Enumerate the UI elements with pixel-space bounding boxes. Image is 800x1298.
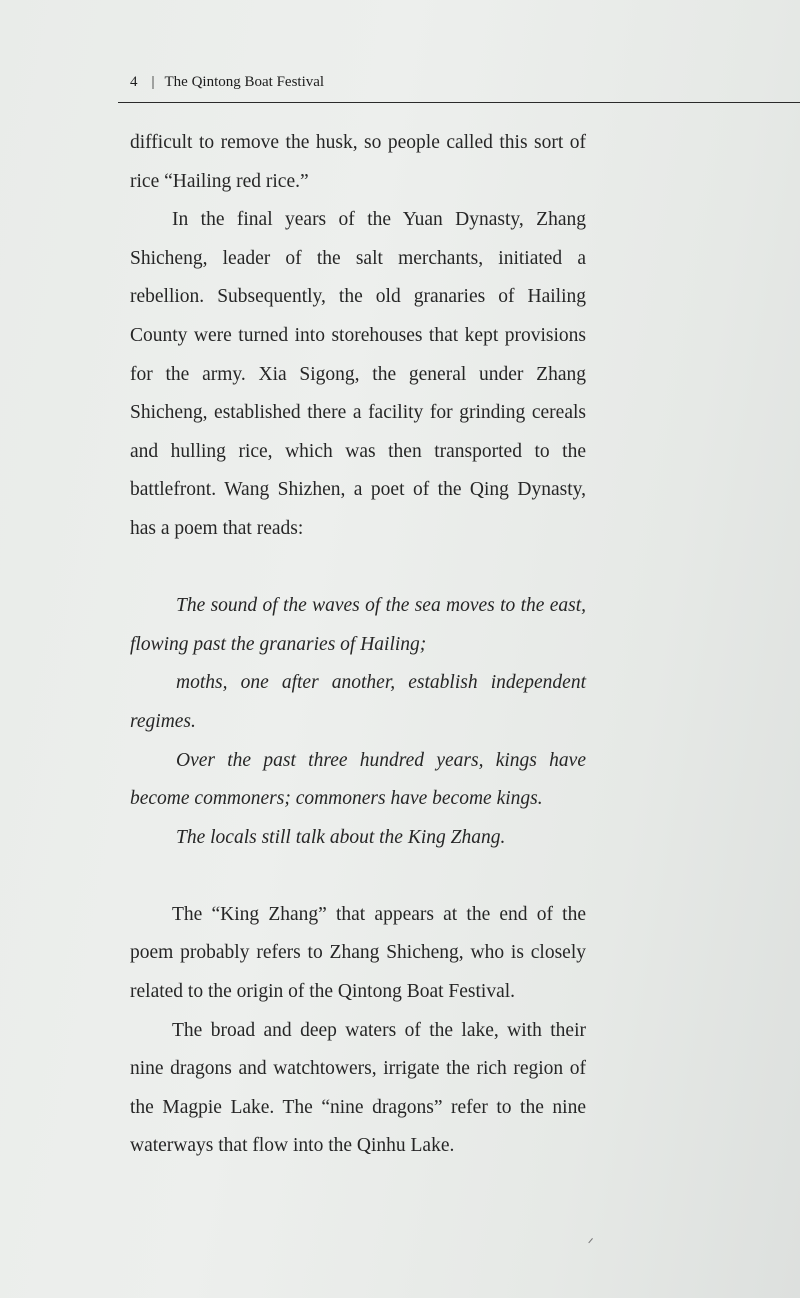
running-header (130, 74, 324, 91)
header-separator: | (151, 74, 155, 90)
poem-quote (130, 587, 586, 857)
header-rule (118, 102, 800, 103)
pen-mark (588, 1238, 593, 1244)
paragraph-1: difficult to remove the husk, so people called this sort of rice “Hailing red rice.” (130, 132, 586, 192)
poem-line-4: The locals still talk about the King Zhang. (176, 826, 506, 848)
body-text (130, 124, 586, 1166)
book-title: The Qintong Boat Festival (164, 74, 325, 90)
poem-line-2: moths, one after another, establish independent regimes. (130, 672, 586, 732)
poem-line-3: Over the past three hundred years, kings have become commoners; commoners have become kings. (130, 749, 586, 810)
poem-line-1: The sound of the waves of the sea moves to the east, flowing past the granaries of Hailing; (130, 595, 586, 655)
paragraph-3: The “King Zhang” that appears at the end of the poem probably refers to Zhang Shicheng, who is closely related to the origin of the Qintong Boat Festival. (130, 903, 586, 1003)
page-number: 4 (130, 74, 138, 90)
paragraph-4: The broad and deep waters of the lake, with their nine dragons and watchtowers, irrigate the rich region of the Magpie Lake. The “nine dragons” refer to the nine waterways that flow into the Qinhu Lake. (130, 1019, 586, 1157)
paragraph-2: In the final years of the Yuan Dynasty, Zhang Shicheng, leader of the salt merchants, initiated a rebellion. Subsequently, the old granaries of Hailing County were turned into storehouses that kept provisions for the army. Xia Sigong, the general under Zhang Shicheng, established there a facility for grinding cereals and hulling rice, which was then transported to the battlefront. Wang Shizhen, a poet of the Qing Dynasty, has a poem that reads: (130, 209, 586, 539)
